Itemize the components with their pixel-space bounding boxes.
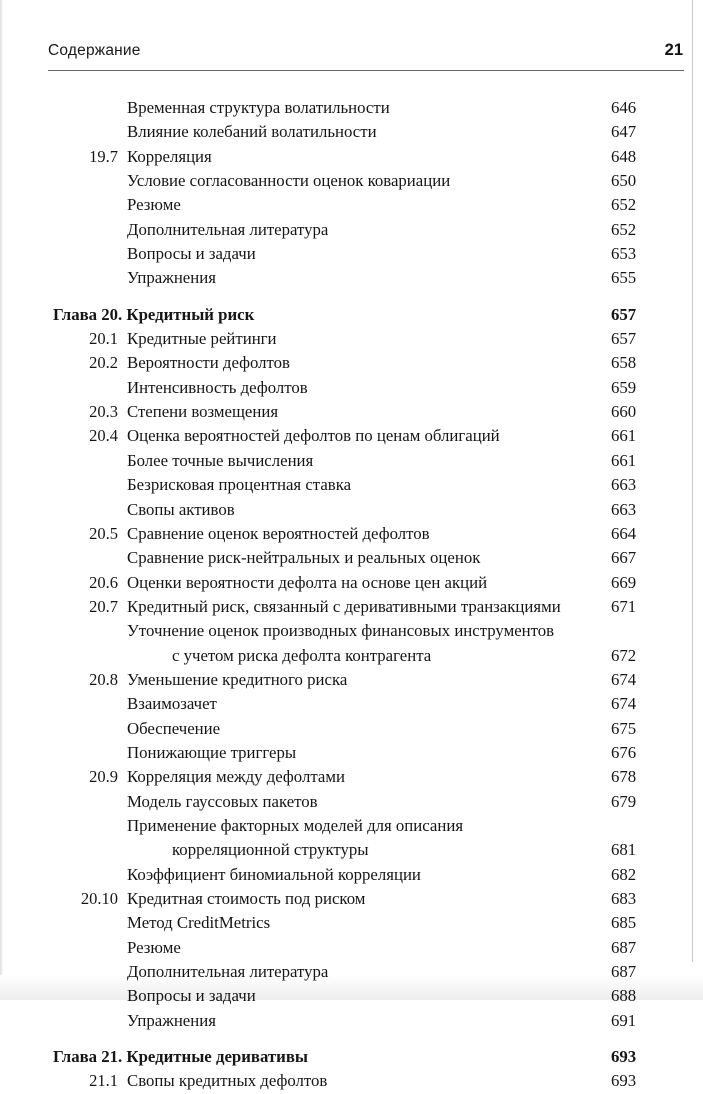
toc-entry-title: Свопы активов	[127, 499, 235, 519]
toc-entry-row[interactable]	[0, 498, 703, 522]
toc-page-number: 661	[611, 426, 637, 446]
toc-page-number: 669	[611, 572, 637, 592]
toc-section-number: 20.6	[89, 572, 118, 592]
toc-page-number: 657	[611, 329, 637, 349]
toc-entry-row[interactable]	[0, 668, 703, 692]
toc-page-number: 676	[611, 742, 637, 762]
toc-entry-title: Уменьшение кредитного риска	[127, 669, 348, 689]
toc-page-number: 674	[611, 694, 637, 714]
toc-entry-row[interactable]	[0, 145, 703, 169]
toc-entry-row[interactable]	[0, 790, 703, 814]
toc-entry-row[interactable]	[0, 376, 703, 400]
toc-entry-title: Сравнение риск-нейтральных и реальных оценок	[127, 548, 481, 568]
toc-page-number: 667	[611, 548, 637, 568]
toc-entry-row[interactable]	[0, 424, 703, 448]
toc-entry-row[interactable]	[0, 692, 703, 716]
toc-entry-title: Оценки вероятности дефолта на основе цен акций	[127, 572, 488, 592]
toc-entry-row[interactable]	[0, 814, 703, 838]
toc-entry-row[interactable]	[0, 619, 703, 643]
toc-section-number: 20.4	[89, 426, 118, 446]
toc-entry-row[interactable]	[0, 522, 703, 546]
toc-page-number: 647	[611, 122, 637, 142]
toc-entry-title: Дополнительная литература	[127, 962, 329, 982]
toc-entry-row[interactable]	[0, 911, 703, 935]
toc-entry-title: Кредитные рейтинги	[127, 329, 277, 349]
toc-page-number: 664	[611, 523, 637, 543]
toc-page-number: 674	[611, 669, 637, 689]
toc-entry-title: Корреляция между дефолтами	[127, 767, 345, 787]
toc-section-number: 20.3	[89, 402, 118, 422]
toc-entry-row[interactable]	[0, 546, 703, 570]
toc-section-number: 20.7	[89, 596, 118, 616]
running-head	[48, 42, 683, 66]
toc-page-number: 652	[611, 195, 637, 215]
toc-entry-row[interactable]	[0, 595, 703, 619]
toc-entry-row[interactable]	[0, 741, 703, 765]
toc-entry-title: Резюме	[127, 937, 181, 957]
page-folio-number: 21	[664, 41, 683, 59]
toc-entry-row[interactable]	[0, 960, 703, 984]
toc-page-number: 675	[611, 718, 637, 738]
toc-page-number: 681	[611, 840, 637, 860]
toc-entry-row[interactable]	[0, 242, 703, 266]
toc-entry-title: Резюме	[127, 195, 181, 215]
toc-page-number: 646	[611, 98, 637, 117]
toc-entry-row[interactable]	[0, 863, 703, 887]
toc-entry-row[interactable]	[0, 449, 703, 473]
toc-section-number: 21.1	[89, 1071, 118, 1091]
toc-entry-row[interactable]	[0, 1009, 703, 1033]
toc-page-number: 653	[611, 244, 637, 264]
toc-page-number: 687	[611, 962, 637, 982]
toc-entry-row[interactable]	[0, 984, 703, 1008]
toc-page-number: 655	[611, 268, 637, 288]
toc-entry-row[interactable]	[0, 266, 703, 290]
toc-page-number: 678	[611, 767, 637, 787]
toc-section-number: 20.2	[89, 353, 118, 373]
toc-page-number: 688	[611, 986, 637, 1006]
toc-entry-row[interactable]	[0, 571, 703, 595]
toc-page-number: 663	[611, 475, 637, 495]
toc-page-number: 691	[611, 1010, 637, 1030]
toc-entry-row[interactable]	[0, 717, 703, 741]
toc-page-number: 652	[611, 219, 637, 239]
toc-chapter-label: Глава 21. Кредитные деривативы	[53, 1047, 308, 1067]
toc-entry-title: Упражнения	[127, 1010, 216, 1030]
toc-entry-title: Коэффициент биномиальной корреляции	[127, 864, 421, 884]
toc-entry-title: Уточнение оценок производных финансовых инструментов	[127, 621, 555, 641]
toc-page-number: 659	[611, 377, 637, 397]
toc-entry-row[interactable]	[0, 351, 703, 375]
toc-chapter-label: Глава 20. Кредитный риск	[53, 304, 255, 324]
toc-page-number: 683	[611, 889, 637, 908]
toc-entry-title: Свопы кредитных дефолтов	[127, 1071, 328, 1091]
toc-page-number: 682	[611, 864, 637, 884]
toc-entry-row[interactable]	[0, 120, 703, 144]
toc-entry-title: Вопросы и задачи	[127, 244, 256, 264]
toc-page-number: 671	[611, 596, 637, 616]
toc-entry-title: Временная структура волатильности	[127, 98, 390, 117]
toc-entry-title: Сравнение оценок вероятностей дефолтов	[127, 523, 430, 543]
toc-page-number: 685	[611, 913, 637, 933]
toc-page-number: 657	[611, 304, 637, 324]
toc-entry-title: Кредитный риск, связанный с деривативными транзакциями	[127, 596, 561, 616]
toc-entry-title: корреляционной структуры	[172, 840, 369, 860]
toc-entry-title: Оценка вероятностей дефолтов по ценам облигаций	[127, 426, 500, 446]
toc-entry-continuation-row[interactable]	[0, 644, 703, 668]
toc-entry-row[interactable]	[0, 193, 703, 217]
toc-page-number: 693	[611, 1071, 637, 1091]
toc-entry-title: Дополнительная литература	[127, 219, 329, 239]
toc-page-number: 661	[611, 450, 637, 470]
toc-chapter-row[interactable]	[0, 303, 703, 327]
toc-entry-title: Корреляция	[127, 146, 212, 166]
toc-page-number: 648	[611, 146, 637, 166]
toc-entry-row[interactable]	[0, 1069, 703, 1093]
toc-chapter-row[interactable]	[0, 1045, 703, 1069]
toc-section-number: 19.7	[89, 146, 118, 166]
toc-entry-title: Кредитная стоимость под риском	[127, 889, 366, 908]
toc-entry-row[interactable]	[0, 327, 703, 351]
toc-section-number: 20.8	[89, 669, 118, 689]
toc-page-number: 650	[611, 171, 637, 191]
toc-section-number: 20.5	[89, 523, 118, 543]
toc-entry-title: Понижающие триггеры	[127, 742, 297, 762]
toc-entry-row[interactable]	[0, 765, 703, 789]
toc-page-number: 663	[611, 499, 637, 519]
toc-entry-title: Интенсивность дефолтов	[127, 377, 308, 397]
toc-entry-title: с учетом риска дефолта контрагента	[172, 645, 432, 665]
toc-entry-row[interactable]	[0, 218, 703, 242]
toc-entry-title: Взаимозачет	[127, 694, 217, 714]
toc-page-number: 687	[611, 937, 637, 957]
toc-entry-title: Обеспечение	[127, 718, 221, 738]
toc-page-number: 660	[611, 402, 637, 422]
toc-page-number: 672	[611, 645, 637, 665]
toc-page-number: 658	[611, 353, 637, 373]
toc-page-number: 693	[611, 1047, 637, 1067]
toc-entry-row[interactable]	[0, 96, 703, 120]
toc-entry-continuation-row[interactable]	[0, 838, 703, 862]
running-head-title: Содержание	[48, 42, 141, 59]
toc-entry-row[interactable]	[0, 169, 703, 193]
toc-entry-title: Вопросы и задачи	[127, 986, 256, 1006]
toc-entry-title: Упражнения	[127, 268, 216, 288]
toc-section-number: 20.10	[80, 889, 118, 908]
toc-entry-title: Более точные вычисления	[127, 450, 314, 470]
toc-entry-title: Влияние колебаний волатильности	[127, 122, 377, 142]
toc-entry-title: Применение факторных моделей для описания	[127, 815, 464, 835]
toc-entry-title: Степени возмещения	[127, 402, 279, 422]
toc-entry-row[interactable]	[0, 473, 703, 497]
toc-entry-title: Безрисковая процентная ставка	[127, 475, 352, 495]
toc-section-number: 20.1	[89, 329, 118, 349]
toc-entry-row[interactable]	[0, 887, 703, 911]
toc-entry-row[interactable]	[0, 400, 703, 424]
toc-entry-title: Вероятности дефолтов	[127, 353, 290, 373]
toc-section-number: 20.9	[89, 767, 118, 787]
table-of-contents	[0, 96, 703, 1094]
toc-entry-row[interactable]	[0, 936, 703, 960]
header-rule	[48, 70, 684, 71]
toc-entry-title: Модель гауссовых пакетов	[127, 791, 318, 811]
toc-entry-title: Условие согласованности оценок ковариации	[127, 171, 451, 191]
toc-entry-title: Метод CreditMetrics	[127, 913, 271, 933]
toc-page-number: 679	[611, 791, 637, 811]
